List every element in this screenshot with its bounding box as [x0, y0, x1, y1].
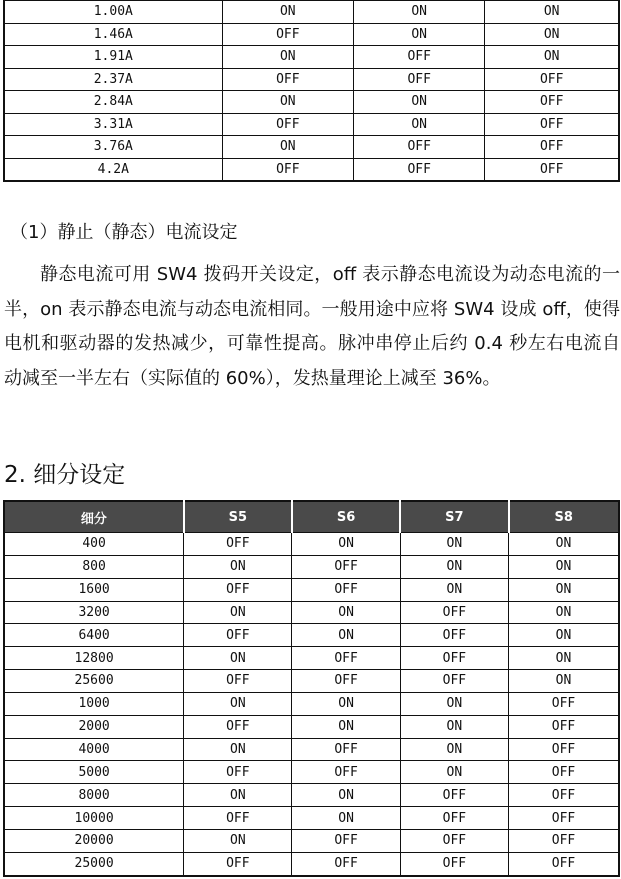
- table-row: [4, 692, 619, 715]
- table-cell: OFF: [400, 624, 508, 647]
- table-cell: OFF: [222, 113, 353, 136]
- table-cell: OFF: [184, 761, 292, 784]
- table-cell: ON: [222, 136, 353, 159]
- table-row: [4, 578, 619, 601]
- column-header: S7: [400, 501, 508, 533]
- table-cell: ON: [509, 533, 620, 556]
- table-cell: ON: [222, 46, 353, 69]
- table-cell: ON: [354, 1, 485, 24]
- table-cell: ON: [354, 23, 485, 46]
- table-cell: ON: [509, 670, 620, 693]
- table-cell: 3200: [4, 601, 184, 624]
- table-cell: OFF: [485, 113, 619, 136]
- table-cell: ON: [509, 601, 620, 624]
- column-header: S8: [509, 501, 620, 533]
- table-cell: OFF: [292, 555, 400, 578]
- table-cell: ON: [400, 692, 508, 715]
- table-row: [4, 647, 619, 670]
- table-cell: ON: [292, 624, 400, 647]
- table-cell: 1.91A: [4, 46, 222, 69]
- table-cell: ON: [292, 807, 400, 830]
- column-header: S5: [184, 501, 292, 533]
- table-cell: OFF: [184, 715, 292, 738]
- table-cell: ON: [485, 46, 619, 69]
- table-cell: ON: [292, 601, 400, 624]
- table-row: [4, 807, 619, 830]
- table-cell: OFF: [292, 761, 400, 784]
- table-cell: OFF: [509, 829, 620, 852]
- table-cell: ON: [292, 784, 400, 807]
- table-cell: ON: [485, 23, 619, 46]
- table-cell: OFF: [400, 852, 508, 875]
- static-current-paragraph: 静态电流可用 SW4 拨码开关设定，off 表示静态电流设为动态电流的一半，on 表示静态电流与动态电流相同。一般用途中应将 SW4 设成 off，使得电机和驱动器的发热减少，可靠性提高。脉冲串停止后约 0.4 秒左右电流自动减至一半左右（实际值的 60%），发热量理论上减至 36%。: [4, 264, 620, 389]
- table-header-row: [4, 501, 619, 533]
- table-cell: 10000: [4, 807, 184, 830]
- table-row: [4, 829, 619, 852]
- table-cell: OFF: [184, 578, 292, 601]
- table-cell: 1000: [4, 692, 184, 715]
- table-cell: ON: [509, 555, 620, 578]
- table-cell: OFF: [485, 68, 619, 91]
- table-cell: 25000: [4, 852, 184, 875]
- table-cell: 20000: [4, 829, 184, 852]
- table-cell: OFF: [509, 784, 620, 807]
- table-row: [4, 738, 619, 761]
- table-cell: OFF: [509, 715, 620, 738]
- table-cell: OFF: [292, 829, 400, 852]
- table-row: [4, 68, 619, 91]
- table-cell: OFF: [354, 68, 485, 91]
- table-cell: ON: [184, 555, 292, 578]
- table-row: [4, 113, 619, 136]
- table-cell: OFF: [509, 807, 620, 830]
- table-cell: OFF: [509, 761, 620, 784]
- table-row: [4, 533, 619, 556]
- table-row: [4, 136, 619, 159]
- table-cell: ON: [222, 1, 353, 24]
- table-cell: OFF: [184, 670, 292, 693]
- table-cell: OFF: [354, 46, 485, 69]
- table-row: [4, 91, 619, 114]
- table-cell: OFF: [184, 807, 292, 830]
- table-cell: OFF: [400, 784, 508, 807]
- column-header: S6: [292, 501, 400, 533]
- table-row: [4, 46, 619, 69]
- table-cell: ON: [400, 578, 508, 601]
- table-cell: OFF: [509, 692, 620, 715]
- table-cell: 4000: [4, 738, 184, 761]
- table-cell: ON: [509, 647, 620, 670]
- table-cell: OFF: [400, 670, 508, 693]
- table-cell: ON: [184, 829, 292, 852]
- table-cell: ON: [509, 624, 620, 647]
- table-cell: ON: [400, 715, 508, 738]
- table-cell: 8000: [4, 784, 184, 807]
- table-cell: ON: [509, 578, 620, 601]
- table-cell: 1600: [4, 578, 184, 601]
- table-cell: OFF: [400, 647, 508, 670]
- table-cell: ON: [222, 91, 353, 114]
- table-cell: ON: [184, 784, 292, 807]
- table-cell: 2000: [4, 715, 184, 738]
- table-cell: 1.00A: [4, 1, 222, 24]
- chapter-heading: 2. 细分设定: [4, 462, 126, 488]
- table-cell: 5000: [4, 761, 184, 784]
- table-cell: OFF: [485, 91, 619, 114]
- microstep-table: [3, 500, 620, 877]
- table-row: [4, 1, 619, 24]
- table-cell: ON: [354, 113, 485, 136]
- section-heading: （1）静止（静态）电流设定: [10, 222, 238, 243]
- table-cell: OFF: [485, 158, 619, 181]
- table-cell: ON: [400, 533, 508, 556]
- table-cell: 25600: [4, 670, 184, 693]
- table-row: [4, 761, 619, 784]
- table-cell: OFF: [222, 158, 353, 181]
- table-cell: OFF: [354, 136, 485, 159]
- current-setting-table: [3, 0, 620, 182]
- table-cell: 3.31A: [4, 113, 222, 136]
- table-cell: ON: [400, 555, 508, 578]
- table-cell: OFF: [292, 647, 400, 670]
- table-cell: OFF: [400, 601, 508, 624]
- table-cell: 400: [4, 533, 184, 556]
- table-row: [4, 784, 619, 807]
- table-cell: OFF: [485, 136, 619, 159]
- table-cell: OFF: [509, 852, 620, 875]
- table-cell: 800: [4, 555, 184, 578]
- table-cell: ON: [354, 91, 485, 114]
- table-cell: OFF: [184, 533, 292, 556]
- table-cell: 6400: [4, 624, 184, 647]
- table-row: [4, 624, 619, 647]
- table-row: [4, 601, 619, 624]
- table-cell: 3.76A: [4, 136, 222, 159]
- table-cell: 1.46A: [4, 23, 222, 46]
- table-cell: OFF: [354, 158, 485, 181]
- table-row: [4, 670, 619, 693]
- table-cell: 2.37A: [4, 68, 222, 91]
- table-cell: OFF: [400, 807, 508, 830]
- table-cell: ON: [400, 761, 508, 784]
- table-cell: OFF: [222, 68, 353, 91]
- table-cell: OFF: [292, 852, 400, 875]
- table-cell: OFF: [222, 23, 353, 46]
- table-cell: ON: [184, 738, 292, 761]
- table-cell: 2.84A: [4, 91, 222, 114]
- table-cell: ON: [485, 1, 619, 24]
- table-cell: 4.2A: [4, 158, 222, 181]
- table-cell: ON: [400, 738, 508, 761]
- table-row: [4, 852, 619, 875]
- table-row: [4, 158, 619, 181]
- table-row: [4, 23, 619, 46]
- table-cell: ON: [184, 647, 292, 670]
- table-row: [4, 555, 619, 578]
- table-cell: ON: [184, 692, 292, 715]
- table-cell: OFF: [292, 738, 400, 761]
- table-cell: OFF: [292, 578, 400, 601]
- table-cell: ON: [292, 692, 400, 715]
- column-header: 细分: [4, 501, 184, 533]
- table-cell: ON: [292, 533, 400, 556]
- table-cell: OFF: [400, 829, 508, 852]
- table-cell: OFF: [509, 738, 620, 761]
- table-cell: 12800: [4, 647, 184, 670]
- table-cell: ON: [184, 601, 292, 624]
- table-cell: OFF: [184, 624, 292, 647]
- table-cell: OFF: [184, 852, 292, 875]
- table-cell: ON: [292, 715, 400, 738]
- table-row: [4, 715, 619, 738]
- table-cell: OFF: [292, 670, 400, 693]
